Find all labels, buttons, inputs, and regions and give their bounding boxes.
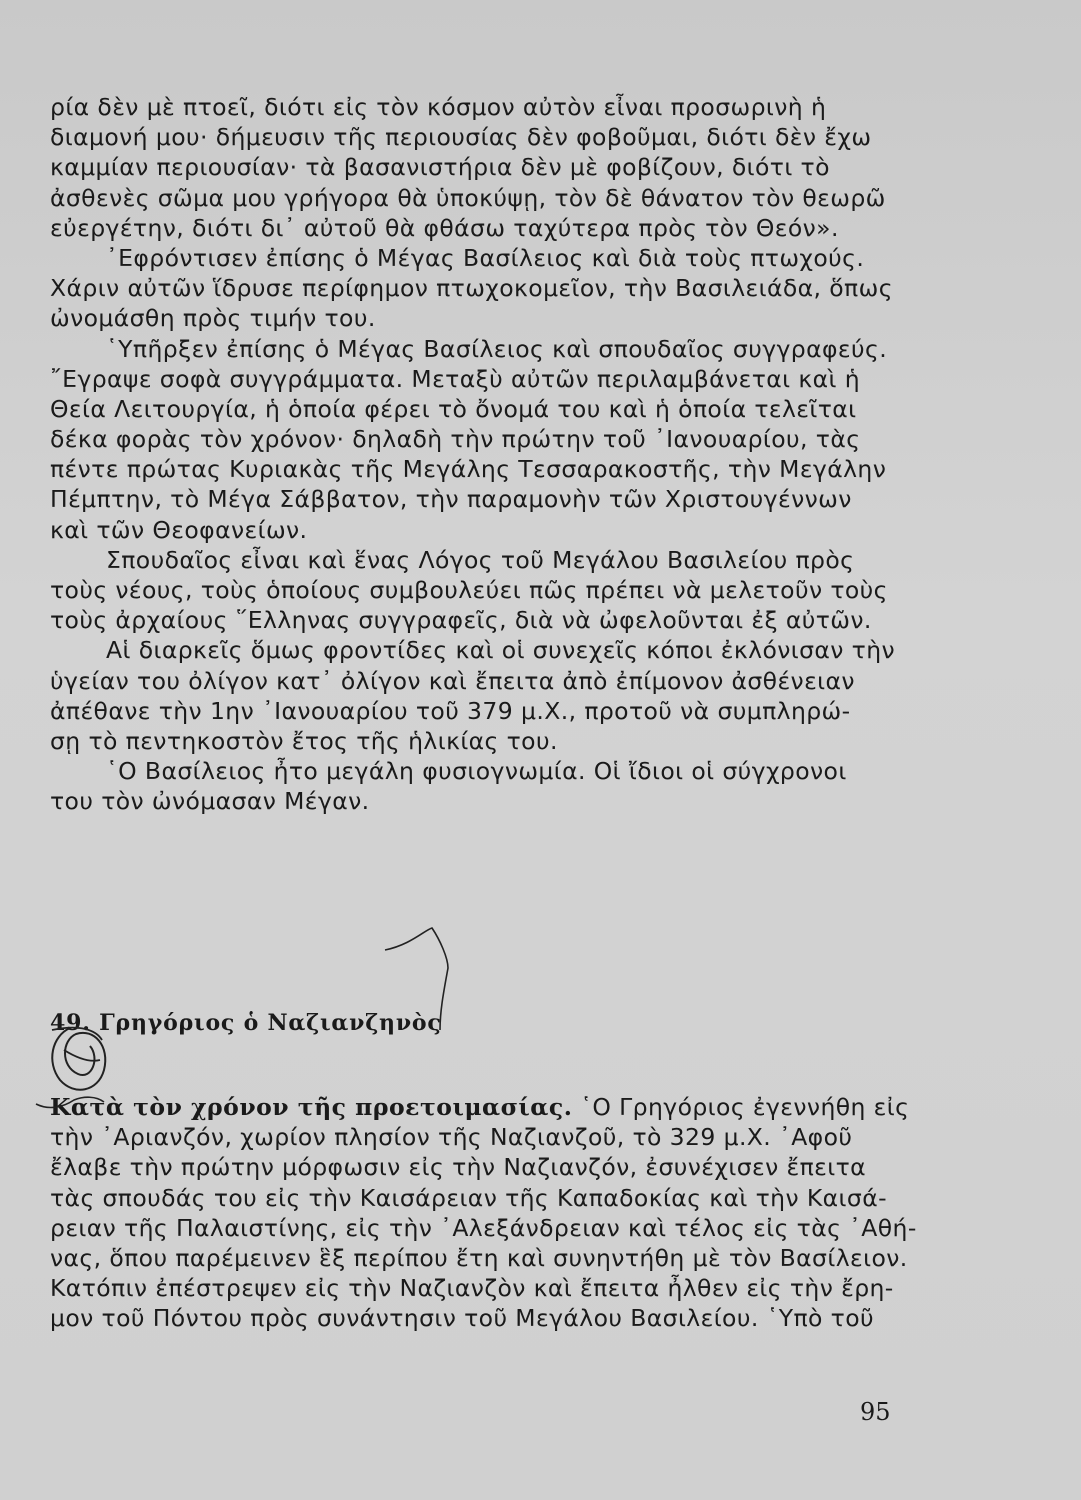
body-line: ᾿Εφρόντισεν ἐπίσης ὁ Μέγας Βασίλειος καὶ διὰ τοὺς πτωχούς. <box>106 243 865 272</box>
body-line: του τὸν ὠνόμασαν Μέγαν. <box>50 787 370 816</box>
body-line: εὐεργέτην, διότι δι᾿ αὐτοῦ θὰ φθάσω ταχύτερα πρὸς τὸν Θεόν». <box>50 213 839 242</box>
body-line: καμμίαν περιουσίαν· τὰ βασανιστήρια δὲν μὲ φοβίζουν, διότι τὸ <box>50 153 830 182</box>
pen-stroke-circle <box>52 1028 105 1090</box>
body-line: ῎Εγραψε σοφὰ συγγράμματα. Μεταξὺ αὐτῶν περιλαμβάνεται καὶ ἡ <box>50 364 861 393</box>
body-line: ρία δὲν μὲ πτοεῖ, διότι εἰς τὸν κόσμον αὐτὸν εἶναι προσωρινὴ ἡ <box>50 93 827 121</box>
section-line-4: ρειαν τῆς Παλαιστίνης, εἰς τὴν ᾿Αλεξάνδρειαν καὶ τέλος εἰς τὰς ᾿Αθή- <box>50 1213 917 1242</box>
body-line: τοὺς ἀρχαίους ῞Ελληνας συγγραφεῖς, διὰ νὰ ὠφελοῦνται ἐξ αὐτῶν. <box>50 606 872 635</box>
body-line: ὠνομάσθη πρὸς τιμήν του. <box>50 304 376 333</box>
section-line-5: νας, ὅπου παρέμεινεν ἓξ περίπου ἔτη καὶ συνηντήθη μὲ τὸν Βασίλειον. <box>50 1243 908 1272</box>
body-line: ὑγείαν του ὀλίγον κατ᾿ ὀλίγον καὶ ἔπειτα ἀπὸ ἐπίμονον ἀσθένειαν <box>50 666 855 695</box>
body-line: πέντε πρώτας Κυριακὰς τῆς Μεγάλης Τεσσαρακοστῆς, τὴν Μεγάλην <box>50 455 887 484</box>
section-lead: Κατὰ τὸν χρόνον τῆς προετοιμασίας. <box>50 1093 573 1121</box>
section-heading: 49. Γρηγόριος ὁ Ναζιανζηνὸς <box>50 1010 442 1036</box>
page-number: 95 <box>860 1398 891 1426</box>
body-line: ἀσθενὲς σῶμα μου γρήγορα θὰ ὑποκύψῃ, τὸν δὲ θάνατον τὸν θεωρῶ <box>50 183 886 212</box>
body-line: Πέμπτην, τὸ Μέγα Σάββατον, τὴν παραμονὴν τῶν Χριστουγέννων <box>50 485 852 514</box>
section-text <box>50 1092 917 1334</box>
section-line-2: ἔλαβε τὴν πρώτην μόρφωσιν εἰς τὴν Ναζιανζόν, ἐσυνέχισεν ἔπειτα <box>50 1153 867 1182</box>
body-line: σῃ τὸ πεντηκοστὸν ἔτος τῆς ἡλικίας του. <box>50 726 558 755</box>
body-line: διαμονή μου· δήμευσιν τῆς περιουσίας δὲν φοβοῦμαι, διότι δὲν ἔχω <box>50 123 872 152</box>
body-line: καὶ τῶν Θεοφανείων. <box>50 515 308 544</box>
body-line: ῾Ο Βασίλειος ἦτο μεγάλη φυσιογνωμία. Οἱ ἴδιοι οἱ σύγχρονοι <box>106 757 847 786</box>
body-line: Σπουδαῖος εἶναι καὶ ἕνας Λόγος τοῦ Μεγάλου Βασιλείου πρὸς <box>106 545 855 574</box>
body-line: τοὺς νέους, τοὺς ὁποίους συμβουλεύει πῶς πρέπει νὰ μελετοῦν τοὺς <box>50 576 888 604</box>
section-line-7: μον τοῦ Πόντου πρὸς συνάντησιν τοῦ Μεγάλου Βασιλείου. ῾Υπὸ τοῦ <box>50 1304 874 1333</box>
body-text <box>50 92 900 817</box>
body-line: ἀπέθανε τὴν 1ην ᾿Ιανουαρίου τοῦ 379 μ.Χ., προτοῦ νὰ συμπληρώ- <box>50 696 851 725</box>
body-line: ῾Υπῆρξεν ἐπίσης ὁ Μέγας Βασίλειος καὶ σπουδαῖος συγγραφεύς. <box>106 334 888 363</box>
body-line: δέκα φορὰς τὸν χρόνον· δηλαδὴ τὴν πρώτην τοῦ ᾿Ιανουαρίου, τὰς <box>50 425 861 454</box>
body-line: Χάριν αὐτῶν ἵδρυσε περίφημον πτωχοκομεῖον, τὴν Βασιλειάδα, ὅπως <box>50 274 893 303</box>
body-line: Αἱ διαρκεῖς ὅμως φροντίδες καὶ οἱ συνεχεῖς κόποι ἐκλόνισαν τὴν <box>106 636 896 665</box>
section-line-1: τὴν ᾿Αριανζόν, χωρίον πλησίον τῆς Ναζιανζοῦ, τὸ 329 μ.Χ. ᾿Αφοῦ <box>50 1123 853 1152</box>
section-line-0: ῾Ο Γρηγόριος ἐγεννήθη εἰς <box>572 1093 910 1121</box>
section-line-6: Κατόπιν ἐπέστρεψεν εἰς τὴν Ναζιανζὸν καὶ ἔπειτα ἦλθεν εἰς τὴν ἔρη- <box>50 1274 894 1303</box>
section-first-line <box>50 1092 910 1122</box>
body-line: Θεία Λειτουργία, ἡ ὁποία φέρει τὸ ὄνομά του καὶ ἡ ὁποία τελεῖται <box>50 394 857 423</box>
section-line-3: τὰς σπουδάς του εἰς τὴν Καισάρειαν τῆς Καπαδοκίας καὶ τὴν Καισά- <box>50 1183 887 1212</box>
